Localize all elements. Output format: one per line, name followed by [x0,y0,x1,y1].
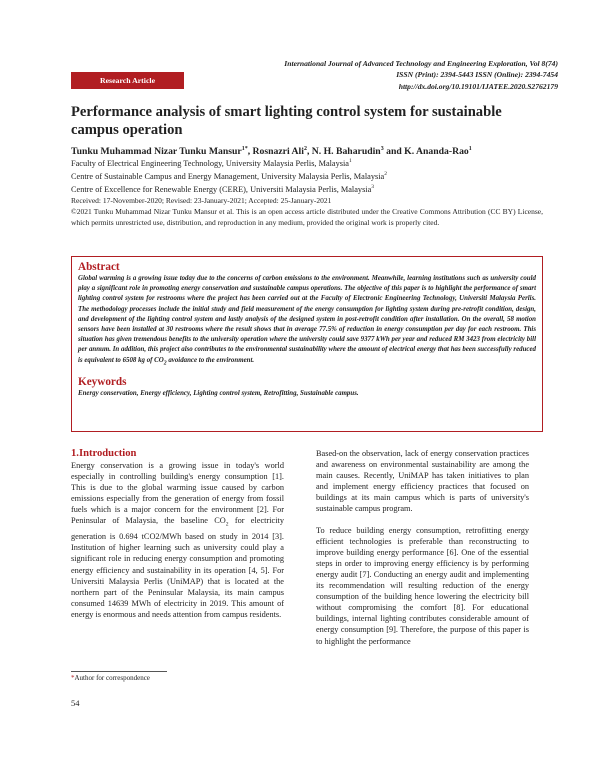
affiliation-sup: 2 [384,171,387,178]
footnote [71,674,150,682]
author-sep: , [306,146,312,158]
journal-issn: ISSN (Print): 2394-5443 ISSN (Online): 2394-7454 [396,70,558,80]
footnote-divider [71,671,167,672]
affiliation [71,156,387,169]
journal-doi: http://dx.doi.org/10.19101/IJATEE.2020.S2762179 [398,81,558,91]
affiliation [71,182,387,195]
intro-paragraph [71,460,284,620]
author-name: K. Ananda-Rao [404,146,469,158]
affiliation-text: Faculty of Electrical Engineering Technology, University Malaysia Perlis, Malaysia [71,158,349,168]
author-sep: , [247,146,253,158]
intro-subscript: 2 [225,522,229,529]
intro-paragraph: Based-on the observation, lack of energy conservation practices and awareness on environmental sustainability are among the main causes. Recently, UniMAP has taken initiatives to plan and implement energy efficiency practices that focused on buildings at its main campus which is parts of university's sustainable campus program. [316,449,529,514]
footnote-text: Author for correspondence [74,674,150,682]
article-dates: Received: 17-November-2020; Revised: 23-January-2021; Accepted: 25-January-2021 [71,196,332,205]
abstract-subscript: 2 [163,360,167,366]
license-text: ©2021 Tunku Muhammad Nizar Tunku Mansur et al. This is an open access article distributed under the Creative Commons Attribution (CC BY) License, which permits unrestricted use, distribution, and reproduction in any medium, provided the original work is properly cited. [71,207,543,227]
affiliation-sup: 1 [348,158,352,164]
affiliation-sup: 3 [371,184,375,191]
affiliation-text: Centre of Excellence for Renewable Energy (CERE), Universiti Malaysia Perlis, Malaysia [71,184,372,194]
abstract-heading: Abstract [78,261,120,273]
author-sup: 3 [380,146,384,152]
footnote-marker: * [71,674,75,682]
page-number: 54 [71,698,80,708]
abstract-box [71,256,543,432]
right-column [316,448,529,647]
author-name: Tunku Muhammad Nizar Tunku Mansur [71,146,242,158]
abstract-text [78,274,536,368]
affiliation-list [71,156,387,195]
journal-info [284,58,558,92]
author-name: N. H. Baharudin [311,146,381,158]
author-sup: 2 [303,146,307,152]
keywords-heading: Keywords [78,376,127,389]
abstract-body: Global warming is a growing issue today due to the concerns of carbon emissions to the environment. Meanwhile, learning institutions such as university could play a significant role in promoting energy conservation and sustainable campus operations. The objective of this paper is to highlight the performance of smart lighting control system for restrooms where the project has been carried out at the Faculty of Electronic Engineering Technology, Universiti Malaysia Perlis. The methodology processes include the initial study and field measurement of the energy consumption for lighting system during pre-retrofit condition, design, and development of the lighting control system and lastly analysis of the designed system in post-retrofit condition after installation. On the overall, 58 motion sensors have been installed at 30 restrooms where the result shows that in average 77.5% of reduction in energy consumption per day for each restroom. This situation has given tremendous benefits to the university operation where the university could save 9377 kWh per year and reduced RM 3423 from electricity bill per annum. In addition, this project also contributes to the environmental sustainability where the amount of electrical energy that has been successfully reduced is equivalent to 6508 kg of CO [78,275,536,364]
author-sup: 1* [241,146,248,152]
journal-name: International Journal of Advanced Technology and Engineering Exploration, Vol 8(74) [284,59,558,68]
author-sup: 1 [468,146,472,152]
author-name: Rosnazri Ali [252,146,304,158]
author-sep: and [383,146,405,158]
intro-text: Energy conservation is a growing issue in today's world especially in controlling building's energy consumption [1]. This is due to the global warming issue caused by carbon emissions especially from the generation of energy from fossil fuels which is a major concern for the environment [2]. For Peninsular of Malaysia, the baseline CO [71,461,284,526]
article-type-badge: Research Article [71,72,184,89]
affiliation-text: Centre of Sustainable Campus and Energy Management, University Malaysia Perlis, Malaysia [71,171,385,181]
intro-text-cont: for electricity generation is 0.694 tCO2/MWh based on study in 2014 [3]. Institution of higher learning such as university could play a significant role in reducing energy consumption and promoting energy efficiency and sustainability in its operation [4, 5]. For Universiti Malaysia Perlis (UniMAP) that is located at the northern part of the Peninsular Malaysia, its main campus consumed 14639 MWh of electricity in 2019. This amount of energy is enormous and needs attention from campus residents. [71,516,284,619]
keywords-text: Energy conservation, Energy efficiency, Lighting control system, Retrofitting, Sustainable campus. [78,390,359,398]
abstract-body-end: avoidance to the environment. [166,356,255,364]
affiliation [71,169,387,182]
left-column [71,448,284,620]
paper-title: Performance analysis of smart lighting control system for sustainable campus operation [71,104,502,138]
intro-paragraph: To reduce building energy consumption, retrofitting energy efficient technologies is preferable than reconstructing to improve building energy performance [6]. One of the essential steps in order to improving energy efficiency is by performing energy audit [7]. Conducting an energy audit and implementing its recommendation will resulting reduction of the energy consumption of the building hence lowering the electricity bill without compromising the comfort [8]. For educational buildings, internal lighting contributes considerable amount of energy consumption [9]. Therefore, the purpose of this paper is to highlight the performance [316,525,529,646]
section-heading-introduction: 1.Introduction [71,448,137,459]
